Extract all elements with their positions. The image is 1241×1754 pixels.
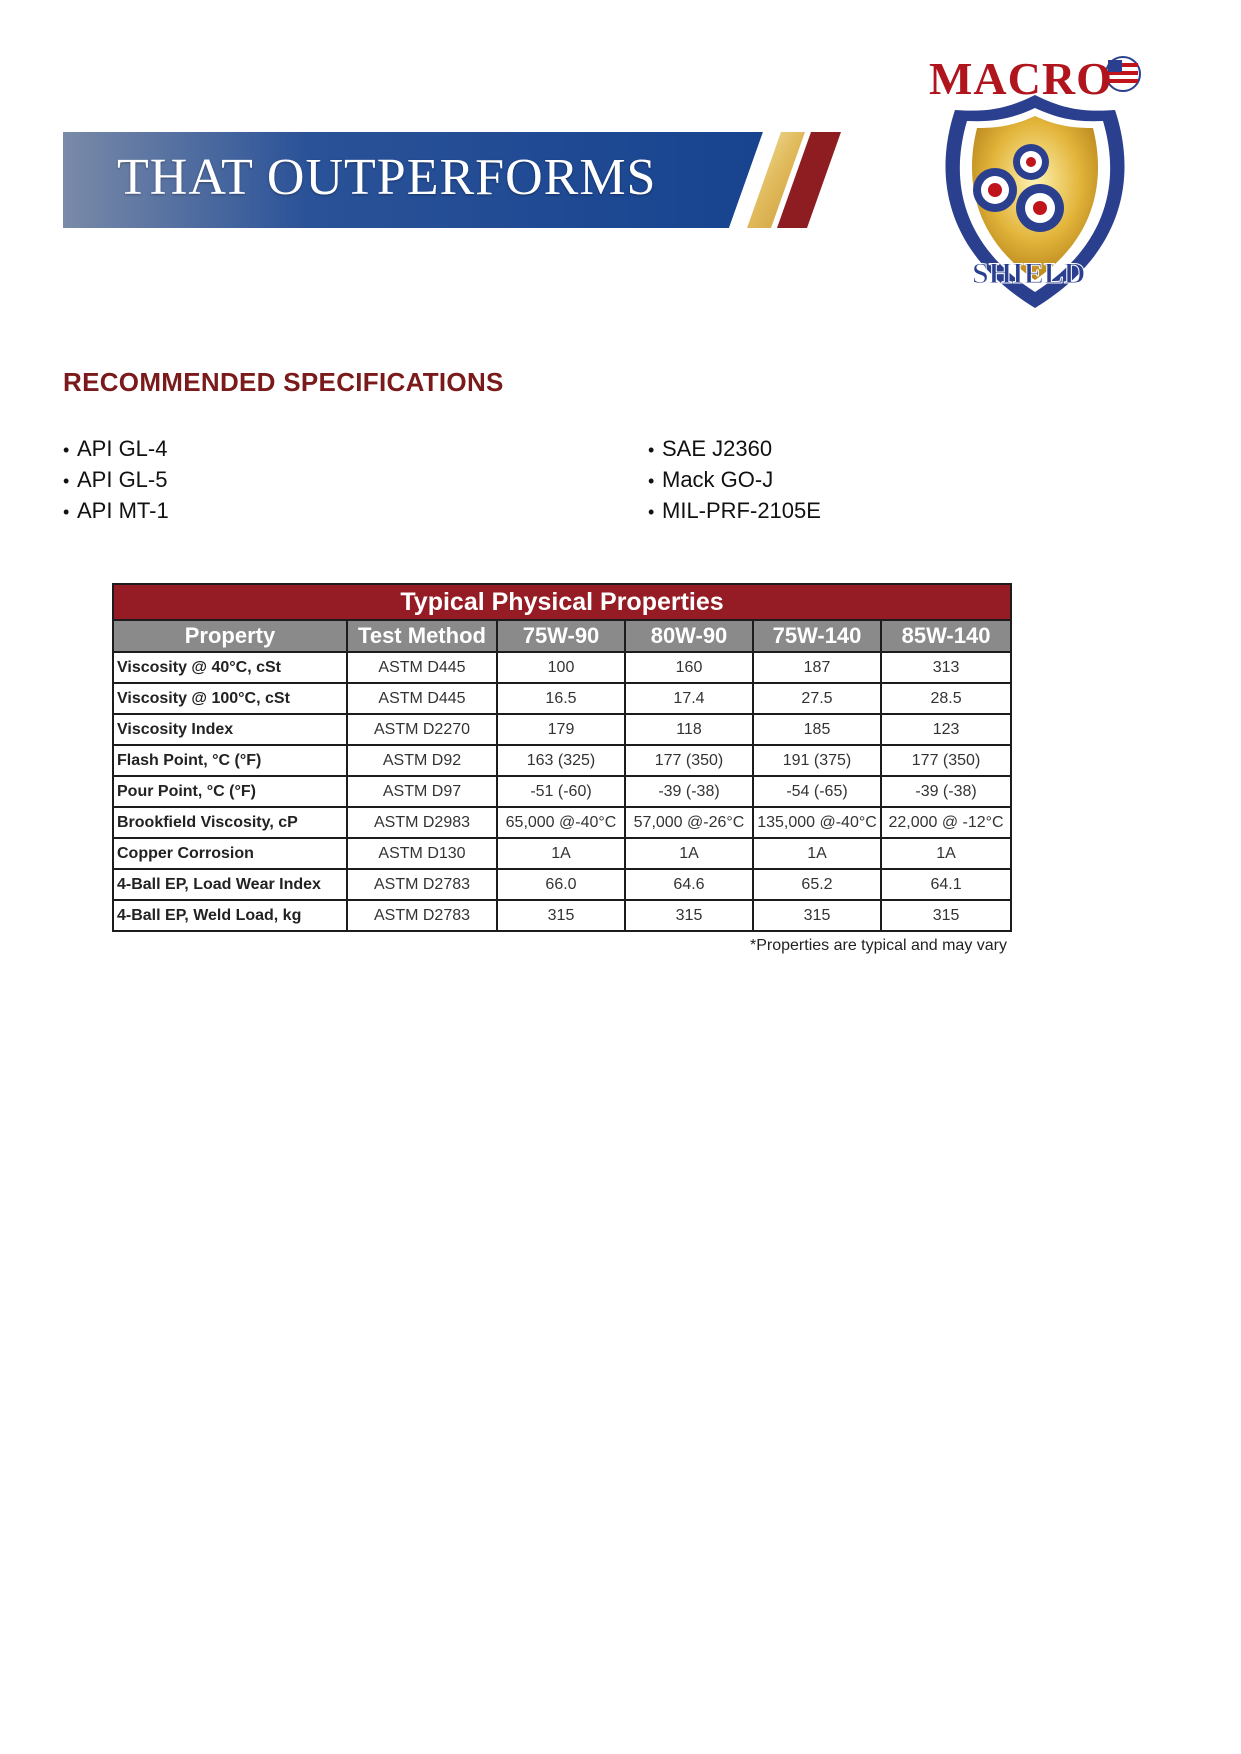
test-method-cell: ASTM D2783 (347, 900, 497, 931)
table-row (113, 900, 1011, 931)
value-cell: 1A (881, 838, 1011, 869)
physical-properties-table (112, 583, 1012, 932)
table-row (113, 869, 1011, 900)
value-cell: 160 (625, 652, 753, 683)
value-cell: 185 (753, 714, 881, 745)
value-cell: 177 (350) (881, 745, 1011, 776)
value-cell: 315 (881, 900, 1011, 931)
table-row (113, 683, 1011, 714)
test-method-cell: ASTM D92 (347, 745, 497, 776)
value-cell: 187 (753, 652, 881, 683)
value-cell: 64.6 (625, 869, 753, 900)
value-cell: 179 (497, 714, 625, 745)
table-title: Typical Physical Properties (113, 584, 1011, 620)
value-cell: 315 (625, 900, 753, 931)
spec-item: • SAE J2360 (648, 434, 821, 465)
test-method-cell: ASTM D130 (347, 838, 497, 869)
property-cell: Viscosity @ 100°C, cSt (113, 683, 347, 714)
value-cell: 315 (753, 900, 881, 931)
specifications-list-left (63, 434, 169, 527)
property-cell: Viscosity Index (113, 714, 347, 745)
value-cell: 1A (753, 838, 881, 869)
value-cell: 16.5 (497, 683, 625, 714)
logo-word-macro: MACRO (929, 53, 1113, 104)
property-cell: 4-Ball EP, Weld Load, kg (113, 900, 347, 931)
column-header: 75W-90 (497, 620, 625, 652)
value-cell: 163 (325) (497, 745, 625, 776)
table-row (113, 714, 1011, 745)
spec-item: • API GL-5 (63, 465, 169, 496)
table-footnote: *Properties are typical and may vary (750, 937, 1007, 954)
value-cell: 123 (881, 714, 1011, 745)
spec-item: • MIL-PRF-2105E (648, 496, 821, 527)
value-cell: 65.2 (753, 869, 881, 900)
property-cell: Viscosity @ 40°C, cSt (113, 652, 347, 683)
specifications-list-right (648, 434, 821, 527)
column-header: 85W-140 (881, 620, 1011, 652)
test-method-cell: ASTM D2270 (347, 714, 497, 745)
table-row (113, 776, 1011, 807)
value-cell: 66.0 (497, 869, 625, 900)
banner (63, 132, 843, 228)
value-cell: 315 (497, 900, 625, 931)
value-cell: 65,000 @-40°C (497, 807, 625, 838)
column-header: 75W-140 (753, 620, 881, 652)
banner-title: THAT OUTPERFORMS (117, 149, 657, 206)
value-cell: 1A (497, 838, 625, 869)
value-cell: -39 (-38) (881, 776, 1011, 807)
value-cell: 17.4 (625, 683, 753, 714)
test-method-cell: ASTM D97 (347, 776, 497, 807)
specifications-heading: RECOMMENDED SPECIFICATIONS (63, 367, 504, 397)
value-cell: 27.5 (753, 683, 881, 714)
value-cell: -54 (-65) (753, 776, 881, 807)
value-cell: 191 (375) (753, 745, 881, 776)
table-title-row (113, 584, 1011, 620)
table-row (113, 838, 1011, 869)
table-row (113, 652, 1011, 683)
value-cell: 118 (625, 714, 753, 745)
value-cell: 64.1 (881, 869, 1011, 900)
spec-item: • API MT-1 (63, 496, 169, 527)
test-method-cell: ASTM D445 (347, 683, 497, 714)
value-cell: 100 (497, 652, 625, 683)
column-header: Test Method (347, 620, 497, 652)
value-cell: -39 (-38) (625, 776, 753, 807)
value-cell: 313 (881, 652, 1011, 683)
table-header-row (113, 620, 1011, 652)
spec-item: • Mack GO-J (648, 465, 821, 496)
value-cell: 1A (625, 838, 753, 869)
property-cell: Pour Point, °C (°F) (113, 776, 347, 807)
test-method-cell: ASTM D2983 (347, 807, 497, 838)
value-cell: 22,000 @ -12°C (881, 807, 1011, 838)
logo-word-shield: SHIELD (972, 257, 1086, 290)
value-cell: 57,000 @-26°C (625, 807, 753, 838)
table-row (113, 745, 1011, 776)
value-cell: -51 (-60) (497, 776, 625, 807)
test-method-cell: ASTM D2783 (347, 869, 497, 900)
column-header: 80W-90 (625, 620, 753, 652)
macro-shield-logo (925, 50, 1145, 316)
value-cell: 177 (350) (625, 745, 753, 776)
value-cell: 28.5 (881, 683, 1011, 714)
property-cell: Brookfield Viscosity, cP (113, 807, 347, 838)
test-method-cell: ASTM D445 (347, 652, 497, 683)
spec-item: • API GL-4 (63, 434, 169, 465)
property-cell: Copper Corrosion (113, 838, 347, 869)
property-cell: 4-Ball EP, Load Wear Index (113, 869, 347, 900)
value-cell: 135,000 @-40°C (753, 807, 881, 838)
column-header: Property (113, 620, 347, 652)
table-row (113, 807, 1011, 838)
property-cell: Flash Point, °C (°F) (113, 745, 347, 776)
